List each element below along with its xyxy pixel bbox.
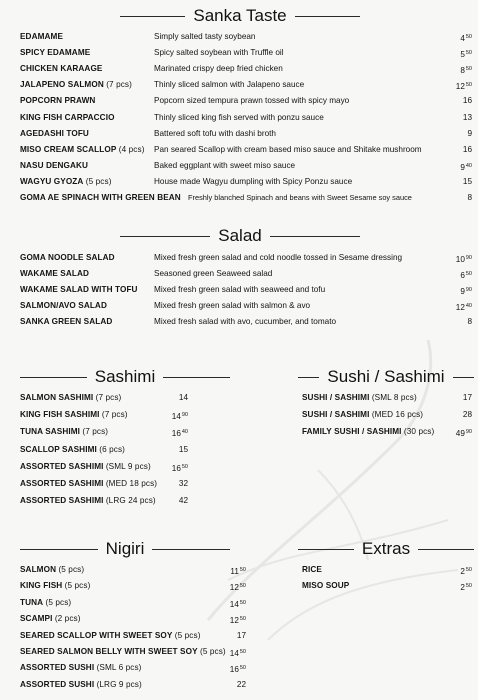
- item-price: [436, 175, 472, 189]
- menu-item: [20, 283, 472, 297]
- menu-item: [20, 94, 472, 108]
- item-name-text: WAKAME SALAD WITH TOFU: [20, 285, 138, 295]
- price-cents: 40: [181, 429, 188, 436]
- item-name-text: GOMA NOODLE SALAD: [20, 253, 115, 262]
- item-name: [20, 315, 112, 329]
- item-name: [20, 191, 181, 205]
- price-dollars: 12: [455, 303, 465, 313]
- price-cents: 40: [465, 303, 472, 310]
- item-qty: (SML 8 pcs): [369, 393, 417, 402]
- item-price: [436, 391, 472, 405]
- item-price: [210, 579, 246, 595]
- header-rule-left: [20, 377, 87, 378]
- item-name-text: SALMON: [20, 565, 57, 574]
- price-dollars: 5: [460, 50, 465, 60]
- menu-item: [20, 579, 246, 593]
- item-name: [20, 46, 90, 60]
- item-price: [210, 629, 246, 643]
- price-dollars: 12: [229, 583, 239, 593]
- item-name-text: NASU DENGAKU: [20, 160, 89, 170]
- price-dollars: 28: [462, 410, 472, 420]
- item-name-text: EDAMAME: [20, 32, 64, 41]
- menu-item: [20, 460, 188, 474]
- nigiri-header: [20, 539, 230, 559]
- price-dollars: 17: [236, 630, 246, 640]
- price-cents: 90: [465, 255, 472, 261]
- item-price: [436, 267, 472, 283]
- item-price: [152, 460, 188, 476]
- item-price: [210, 563, 246, 579]
- menu-item: [20, 315, 472, 329]
- menu-item: [20, 299, 472, 313]
- item-qty: (SML 9 pcs): [103, 461, 151, 471]
- menu-item: [20, 596, 246, 610]
- menu-item: [20, 78, 472, 92]
- menu-item: [20, 143, 472, 157]
- item-qty: (7 pcs): [93, 393, 122, 402]
- item-price: [436, 283, 472, 299]
- item-name-text: SALMON/AVO SALAD: [20, 301, 107, 311]
- menu-item: [20, 251, 472, 265]
- item-qty: (LRG 24 pcs): [103, 496, 156, 506]
- item-name-text: SEARED SCALLOP WITH SWEET SOY: [20, 630, 173, 640]
- item-price: [436, 159, 472, 175]
- item-qty: (4 pcs): [116, 144, 145, 154]
- price-cents: 50: [465, 271, 472, 278]
- menu-item: [20, 645, 246, 659]
- header-rule-right: [270, 236, 360, 237]
- price-dollars: 2: [460, 583, 465, 593]
- section-title: Sushi / Sashimi: [327, 367, 445, 386]
- item-name: [20, 494, 156, 508]
- price-cents: 50: [239, 567, 246, 573]
- menu-item: [20, 175, 472, 189]
- price-dollars: 14: [229, 649, 239, 658]
- item-name: [20, 30, 63, 44]
- menu-item: [20, 661, 246, 675]
- menu-item: [20, 443, 188, 457]
- price-cents: 50: [239, 649, 246, 655]
- item-name-text: CHICKEN KARAAGE: [20, 64, 103, 74]
- item-description: Seasoned green Seaweed salad: [154, 269, 273, 279]
- item-name: [20, 579, 90, 593]
- item-description: Thinly sliced king fish served with ponzu sauce: [154, 112, 324, 122]
- item-name-text: KING FISH: [20, 581, 63, 591]
- item-name: [20, 425, 108, 439]
- item-name: [20, 62, 102, 76]
- price-dollars: 4: [460, 34, 465, 43]
- item-name: [20, 629, 201, 643]
- item-name-text: WAGYU GYOZA: [20, 176, 84, 186]
- item-name-text: AGEDASHI TOFU: [20, 128, 89, 138]
- item-price: [210, 612, 246, 628]
- menu-item: [20, 127, 472, 141]
- price-dollars: 14: [178, 393, 188, 402]
- price-dollars: 16: [171, 463, 181, 473]
- price-dollars: 15: [178, 444, 188, 454]
- item-description: House made Wagyu dumpling with Spicy Ponzu sauce: [154, 176, 353, 186]
- menu-item: [302, 563, 472, 577]
- item-description: Freshly blanched Spinach and beans with Sweet Sesame soy sauce: [188, 193, 412, 202]
- price-cents: 50: [181, 463, 188, 470]
- item-name: [20, 251, 115, 265]
- item-description: Marinated crispy deep fried chicken: [154, 64, 283, 74]
- price-dollars: 9: [467, 128, 472, 138]
- item-name: [302, 425, 434, 439]
- item-name-text: ASSORTED SASHIMI: [20, 461, 104, 471]
- item-price: [436, 191, 472, 205]
- item-price: [436, 315, 472, 329]
- item-description: Mixed fresh salad with avo, cucumber, and tomato: [154, 317, 337, 327]
- price-dollars: 9: [460, 162, 465, 172]
- item-name: [20, 460, 151, 474]
- item-qty: (5 pcs): [43, 597, 72, 607]
- item-name-text: SUSHI / SASHIMI: [302, 393, 370, 402]
- menu-item: [20, 267, 472, 281]
- price-dollars: 12: [229, 616, 239, 626]
- item-name-text: RICE: [302, 565, 322, 574]
- price-cents: 50: [465, 66, 472, 73]
- item-name: [20, 661, 142, 675]
- price-cents: 40: [465, 162, 472, 169]
- item-name-text: SANKA GREEN SALAD: [20, 317, 113, 327]
- item-price: [436, 299, 472, 315]
- section-title: Sashimi: [94, 367, 156, 386]
- item-description: Baked eggplant with sweet miso sauce: [154, 160, 296, 170]
- item-name: [20, 477, 157, 491]
- item-name: [20, 299, 107, 313]
- menu-item: [20, 563, 246, 577]
- item-price: [436, 111, 472, 125]
- item-name: [20, 78, 132, 92]
- price-dollars: 22: [236, 679, 246, 689]
- price-dollars: 14: [229, 599, 239, 609]
- item-price: [436, 127, 472, 141]
- price-cents: 50: [239, 665, 246, 672]
- price-dollars: 16: [462, 144, 472, 154]
- item-qty: (7 pcs): [99, 410, 128, 420]
- price-cents: 90: [465, 429, 472, 436]
- item-price: [436, 579, 472, 595]
- menu-item: [20, 391, 188, 405]
- menu-item: [20, 62, 472, 76]
- item-price: [436, 30, 472, 46]
- item-name: [302, 563, 322, 577]
- menu-item: [20, 678, 246, 692]
- price-cents: 50: [465, 567, 472, 573]
- price-dollars: 16: [171, 429, 181, 439]
- item-name-text: SCALLOP SASHIMI: [20, 444, 97, 454]
- item-price: [436, 408, 472, 422]
- salad-header: [120, 226, 360, 246]
- item-description: Mixed fresh green salad with salmon & avo: [154, 301, 311, 311]
- menu-item: [20, 477, 188, 491]
- price-dollars: 32: [178, 479, 188, 488]
- item-description: Thinly sliced salmon with Jalapeno sauce: [154, 80, 305, 90]
- item-qty: (5 pcs): [197, 647, 226, 656]
- price-dollars: 49: [455, 429, 465, 439]
- item-name-text: GOMA AE SPINACH WITH GREEN BEAN: [20, 193, 181, 202]
- item-name: [20, 283, 138, 297]
- item-description: Mixed fresh green salad and cold noodle tossed in Sesame dressing: [154, 253, 403, 262]
- item-qty: (2 pcs): [52, 614, 81, 624]
- item-name: [302, 408, 423, 422]
- menu-item: [20, 612, 246, 626]
- sushi_sashimi-header: [298, 367, 474, 387]
- item-price: [152, 408, 188, 424]
- item-name: [20, 94, 95, 108]
- item-name-text: ASSORTED SUSHI: [20, 679, 95, 689]
- header-rule-left: [298, 377, 319, 378]
- header-rule-left: [20, 549, 98, 550]
- item-price: [152, 425, 188, 441]
- item-name-text: TUNA: [20, 597, 44, 607]
- item-name-text: ASSORTED SASHIMI: [20, 479, 104, 488]
- item-name-text: MISO CREAM SCALLOP: [20, 144, 117, 154]
- menu-item: [302, 579, 472, 593]
- item-description: Pan seared Scallop with cream based miso sauce and Shitake mushroom: [154, 144, 422, 154]
- item-name: [20, 111, 115, 125]
- section-title: Nigiri: [105, 539, 145, 558]
- item-qty: (5 pcs): [172, 630, 201, 640]
- price-cents: 50: [465, 82, 472, 89]
- item-qty: (MED 18 pcs): [103, 479, 158, 488]
- item-name-text: SEARED SALMON BELLY WITH SWEET SOY: [20, 647, 198, 656]
- item-price: [210, 645, 246, 661]
- item-description: Simply salted tasty soybean: [154, 32, 256, 41]
- item-name: [20, 645, 226, 659]
- item-qty: (SML 6 pcs): [94, 663, 142, 673]
- menu-item: [20, 111, 472, 125]
- item-price: [436, 251, 472, 267]
- price-cents: 50: [465, 50, 472, 57]
- price-dollars: 8: [460, 66, 465, 76]
- item-name: [302, 579, 349, 593]
- item-qty: (LRG 9 pcs): [94, 679, 142, 689]
- sanka_taste-header: [120, 6, 360, 26]
- item-name-text: WAKAME SALAD: [20, 269, 89, 279]
- price-dollars: 2: [460, 567, 465, 576]
- item-description: Spicy salted soybean with Truffle oil: [154, 48, 284, 58]
- price-cents: 50: [239, 599, 246, 606]
- item-name: [20, 159, 88, 173]
- menu-item: [20, 408, 188, 422]
- item-qty: (30 pcs): [401, 427, 435, 437]
- item-price: [436, 78, 472, 94]
- price-dollars: 11: [230, 567, 239, 576]
- item-qty: (7 pcs): [80, 427, 109, 437]
- section-title: Extras: [361, 539, 411, 558]
- price-dollars: 42: [178, 496, 188, 506]
- item-qty: (5 pcs): [56, 565, 85, 574]
- section-title: Salad: [218, 226, 262, 245]
- item-name-text: SPICY EDAMAME: [20, 48, 91, 58]
- item-price: [152, 391, 188, 405]
- item-name-text: ASSORTED SUSHI: [20, 663, 95, 673]
- item-price: [436, 563, 472, 579]
- item-name-text: SUSHI / SASHIMI: [302, 410, 370, 420]
- item-name: [20, 127, 89, 141]
- item-price: [210, 661, 246, 677]
- item-name-text: TUNA SASHIMI: [20, 427, 81, 437]
- price-cents: 50: [465, 583, 472, 590]
- item-price: [210, 678, 246, 692]
- price-cents: 50: [465, 34, 472, 40]
- header-rule-right: [295, 16, 360, 17]
- item-name: [20, 408, 128, 422]
- header-rule-right: [453, 377, 474, 378]
- item-name-text: ASSORTED SASHIMI: [20, 496, 104, 506]
- item-name-text: JALAPENO SALMON: [20, 80, 104, 90]
- sashimi-header: [20, 367, 230, 387]
- item-name: [302, 391, 417, 405]
- header-rule-right: [152, 549, 230, 550]
- price-cents: 90: [465, 287, 472, 294]
- price-cents: 50: [239, 616, 246, 623]
- price-dollars: 13: [462, 112, 472, 122]
- item-description: Battered soft tofu with dashi broth: [154, 128, 276, 138]
- item-qty: (6 pcs): [96, 444, 125, 454]
- price-dollars: 15: [462, 176, 472, 186]
- price-cents: 50: [239, 583, 246, 590]
- item-qty: (7 pcs): [103, 80, 132, 90]
- item-name-text: SALMON SASHIMI: [20, 393, 94, 402]
- item-price: [436, 425, 472, 441]
- item-name: [20, 563, 84, 577]
- price-dollars: 8: [467, 193, 472, 202]
- menu-item: [302, 408, 472, 422]
- price-dollars: 16: [462, 96, 472, 106]
- item-name-text: KING FISH CARPACCIO: [20, 112, 115, 122]
- price-dollars: 10: [455, 255, 465, 264]
- item-price: [436, 143, 472, 157]
- item-name-text: MISO SOUP: [302, 581, 350, 591]
- extras-header: [298, 539, 474, 559]
- item-name-text: SCAMPI: [20, 614, 53, 624]
- menu-item: [302, 391, 472, 405]
- item-price: [436, 46, 472, 62]
- menu-item: [20, 425, 188, 439]
- item-description: Popcorn sized tempura prawn tossed with spicy mayo: [154, 96, 350, 106]
- item-name-text: POPCORN PRAWN: [20, 96, 96, 106]
- item-name: [20, 443, 125, 457]
- item-price: [436, 62, 472, 78]
- menu-item: [20, 191, 472, 205]
- price-dollars: 6: [460, 271, 465, 281]
- item-name-text: KING FISH SASHIMI: [20, 410, 100, 420]
- header-rule-left: [298, 549, 354, 550]
- item-name: [20, 391, 121, 405]
- menu-item: [20, 494, 188, 508]
- item-price: [152, 443, 188, 457]
- header-rule-right: [418, 549, 474, 550]
- price-dollars: 12: [455, 82, 465, 92]
- menu-item: [20, 159, 472, 173]
- price-dollars: 17: [462, 393, 472, 402]
- price-dollars: 8: [467, 317, 472, 327]
- price-dollars: 16: [229, 665, 239, 675]
- menu-item: [20, 629, 246, 643]
- item-name: [20, 175, 112, 189]
- header-rule-left: [120, 16, 185, 17]
- section-title: Sanka Taste: [193, 6, 287, 25]
- item-price: [152, 477, 188, 491]
- item-name: [20, 143, 145, 157]
- header-rule-left: [120, 236, 210, 237]
- item-qty: (5 pcs): [62, 581, 91, 591]
- item-qty: (5 pcs): [83, 176, 112, 186]
- menu-item: [20, 30, 472, 44]
- item-price: [152, 494, 188, 508]
- item-name: [20, 678, 142, 692]
- item-description: Mixed fresh green salad with seaweed and tofu: [154, 285, 326, 295]
- item-name: [20, 596, 71, 610]
- item-price: [436, 94, 472, 108]
- item-name: [20, 267, 89, 281]
- price-dollars: 9: [460, 287, 465, 297]
- header-rule-right: [163, 377, 230, 378]
- price-dollars: 14: [171, 412, 181, 422]
- menu-item: [20, 46, 472, 60]
- menu-item: [302, 425, 472, 439]
- item-qty: (MED 16 pcs): [369, 410, 424, 420]
- item-price: [210, 596, 246, 612]
- item-name: [20, 612, 81, 626]
- price-cents: 90: [181, 412, 188, 419]
- item-name-text: FAMILY SUSHI / SASHIMI: [302, 427, 402, 437]
